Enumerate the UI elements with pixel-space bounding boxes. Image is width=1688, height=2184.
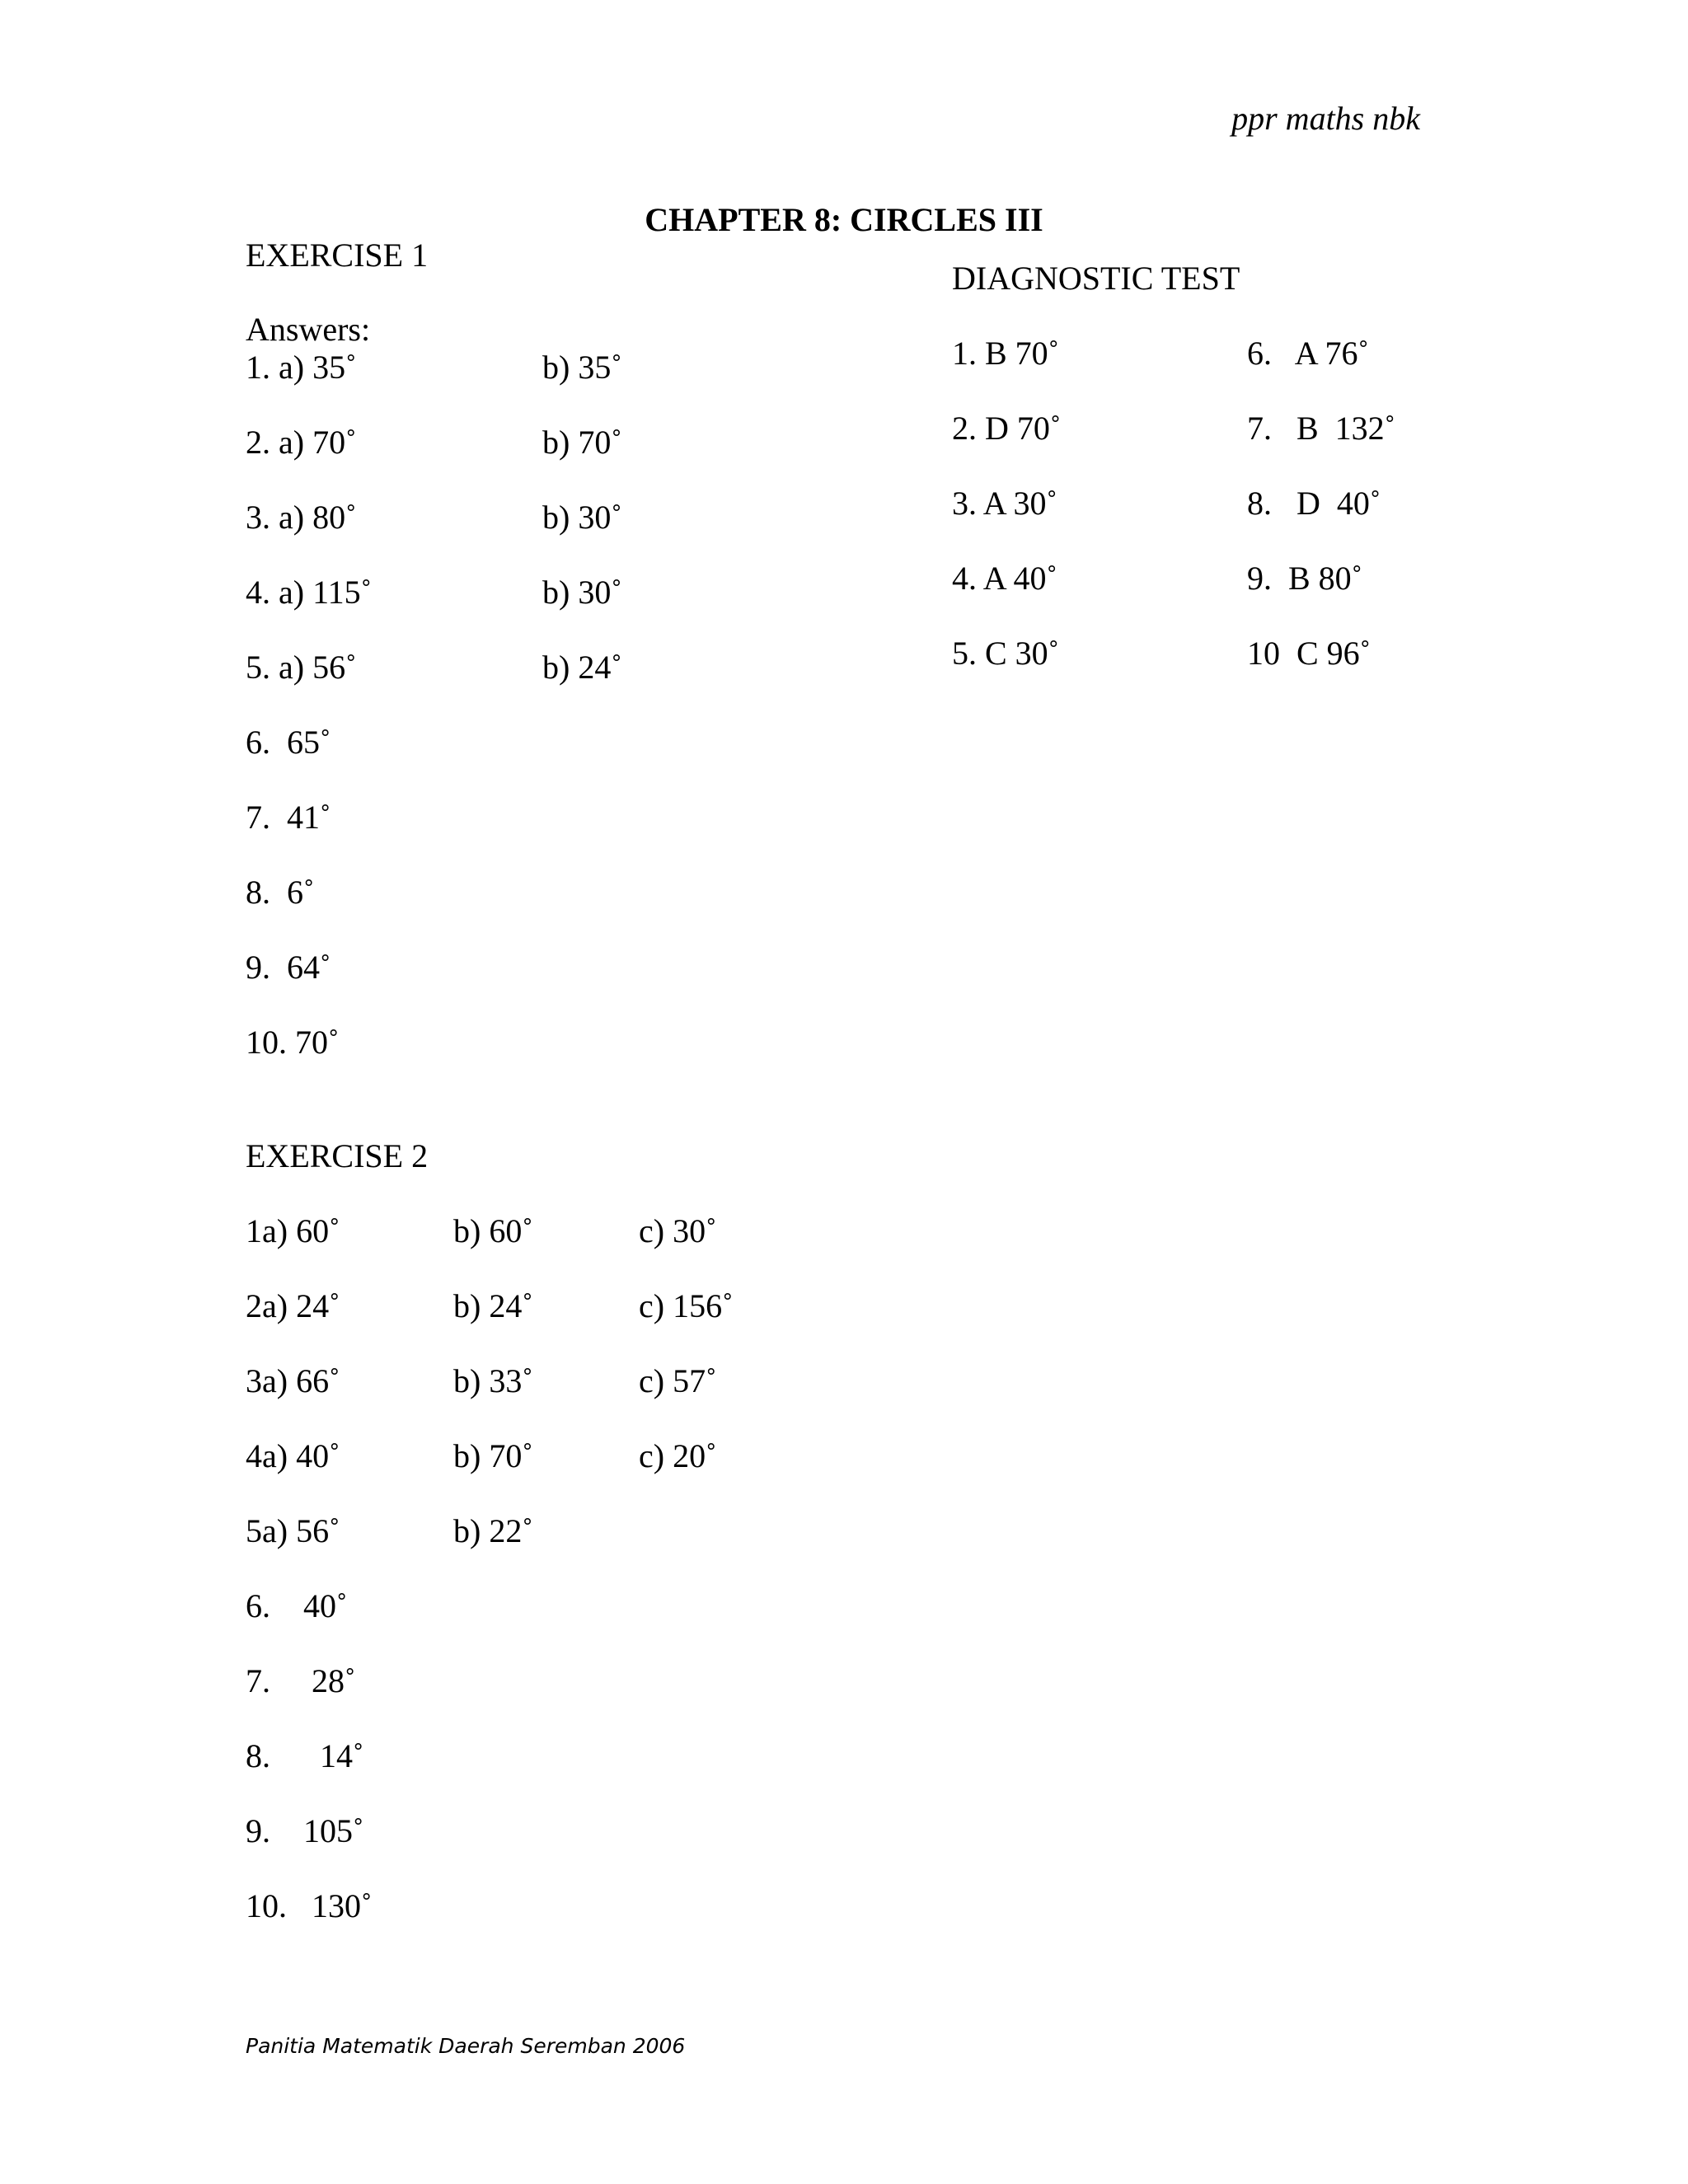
diag-row-4-right: 9. B 80˚ xyxy=(1247,560,1362,597)
ex2-row-3-b: b) 33˚ xyxy=(453,1362,533,1399)
ex1-row-8: 8. 6˚ xyxy=(246,874,315,911)
ex1-row-2-a: 2. a) 70˚ xyxy=(246,424,357,461)
ex1-row-9: 9. 64˚ xyxy=(246,949,331,986)
ex2-row-1-b: b) 60˚ xyxy=(453,1212,533,1249)
ex2-row-3-a: 3a) 66˚ xyxy=(246,1362,340,1399)
ex2-row-2-b: b) 24˚ xyxy=(453,1287,533,1324)
exercise2-heading: EXERCISE 2 xyxy=(246,1137,429,1174)
ex1-row-1-a: 1. a) 35˚ xyxy=(246,349,357,386)
ex2-row-4-b: b) 70˚ xyxy=(453,1437,533,1474)
page-title: CHAPTER 8: CIRCLES III xyxy=(645,201,1043,238)
diag-row-2-right: 7. B 132˚ xyxy=(1247,410,1395,447)
ex2-row-2-c: c) 156˚ xyxy=(639,1287,734,1324)
ex2-row-6: 6. 40˚ xyxy=(246,1587,348,1624)
ex2-row-10: 10. 130˚ xyxy=(246,1887,373,1924)
diagnostic-heading: DIAGNOSTIC TEST xyxy=(952,260,1240,297)
ex2-row-1-a: 1a) 60˚ xyxy=(246,1212,340,1249)
ex2-row-2-a: 2a) 24˚ xyxy=(246,1287,340,1324)
ex1-row-5-b: b) 24˚ xyxy=(542,649,622,686)
diag-row-5-left: 5. C 30˚ xyxy=(952,635,1059,672)
ex2-row-1-c: c) 30˚ xyxy=(639,1212,717,1249)
ex2-row-3-c: c) 57˚ xyxy=(639,1362,717,1399)
ex1-row-4-a: 4. a) 115˚ xyxy=(246,574,372,611)
ex1-row-2-b: b) 70˚ xyxy=(542,424,622,461)
diag-row-3-left: 3. A 30˚ xyxy=(952,485,1057,522)
diag-row-5-right: 10 C 96˚ xyxy=(1247,635,1371,672)
ex2-row-5-b: b) 22˚ xyxy=(453,1512,533,1549)
ex1-row-3-b: b) 30˚ xyxy=(542,499,622,536)
ex2-row-8: 8. 14˚ xyxy=(246,1737,364,1774)
ex2-row-4-a: 4a) 40˚ xyxy=(246,1437,340,1474)
ex1-row-3-a: 3. a) 80˚ xyxy=(246,499,357,536)
ex2-row-9: 9. 105˚ xyxy=(246,1812,364,1849)
ex2-row-4-c: c) 20˚ xyxy=(639,1437,717,1474)
ex2-row-7: 7. 28˚ xyxy=(246,1662,356,1699)
footer-credit: Panitia Matematik Daerah Seremban 2006 xyxy=(246,2034,686,2058)
diag-row-1-right: 6. A 76˚ xyxy=(1247,335,1369,372)
diag-row-4-left: 4. A 40˚ xyxy=(952,560,1057,597)
ex1-row-7: 7. 41˚ xyxy=(246,799,331,836)
ex1-row-4-b: b) 30˚ xyxy=(542,574,622,611)
diag-row-1-left: 1. B 70˚ xyxy=(952,335,1059,372)
header-tag: ppr maths nbk xyxy=(1231,100,1420,137)
diag-row-2-left: 2. D 70˚ xyxy=(952,410,1062,447)
answers-label: Answers: xyxy=(246,311,371,348)
ex1-row-1-b: b) 35˚ xyxy=(542,349,622,386)
ex1-row-6: 6. 65˚ xyxy=(246,724,331,761)
diag-row-3-right: 8. D 40˚ xyxy=(1247,485,1381,522)
ex2-row-5-a: 5a) 56˚ xyxy=(246,1512,340,1549)
ex1-row-10: 10. 70˚ xyxy=(246,1024,340,1061)
ex1-row-5-a: 5. a) 56˚ xyxy=(246,649,357,686)
exercise1-heading: EXERCISE 1 xyxy=(246,237,429,274)
